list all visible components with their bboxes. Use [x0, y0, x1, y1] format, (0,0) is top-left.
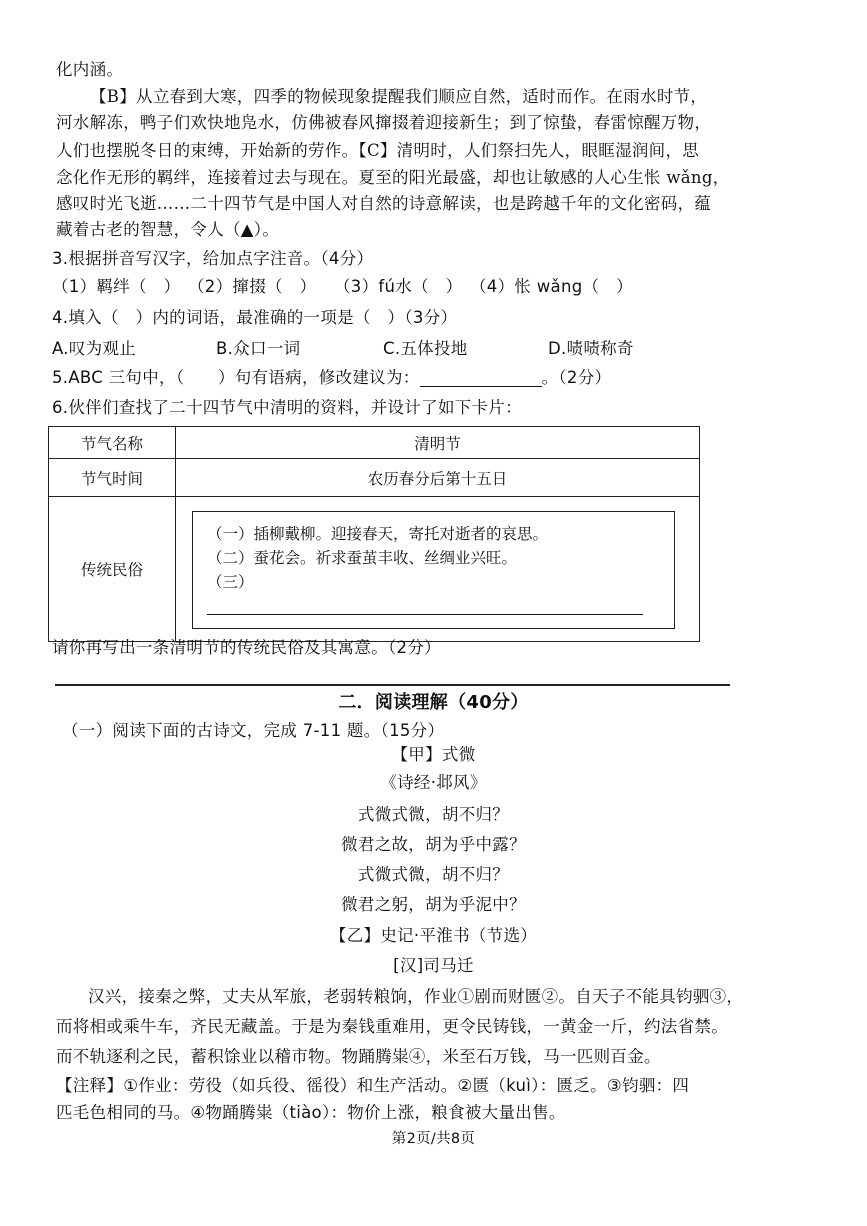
question-5-score: 。（2分） [541, 368, 612, 387]
poem-line: 式微式微，胡不归？ [357, 865, 510, 884]
solar-term-card [48, 426, 700, 642]
option-a: A.叹为观止 [52, 339, 137, 358]
question-5-stem [52, 367, 611, 389]
answer-blank[interactable] [420, 370, 542, 387]
custom-item: （二）蚕花会。祈求蚕茧丰收、丝绸业兴旺。 [207, 549, 518, 567]
page-number: 第2页/共8页 [391, 1131, 476, 1147]
notes-line: 匹毛色相同的马。④物踊腾粜（tiào）：物价上涨，粮食被大量出售。 [56, 1103, 566, 1122]
custom-item-label: （三） [207, 573, 254, 591]
question-6-followup: 请你再写出一条清明节的传统民俗及其寓意。（2分） [52, 638, 441, 657]
passage-line: 念化作无形的羁绊，连接着过去与现在。夏至的阳光最盛，却也让敏感的人心生怅 wǎng， [56, 168, 730, 187]
poem-line: 微君之躬，胡为乎泥中？ [341, 895, 526, 914]
card-key: 节气名称 [49, 427, 176, 459]
passage-line: 河水解冻，鸭子们欢快地凫水，仿佛被春风撺掇着迎接新生；到了惊蛰，春雷惊醒万物， [56, 113, 712, 132]
question-3-item-4: （4）怅 wǎng（ ） [470, 277, 633, 296]
poem-source: 《诗经·邶风》 [380, 773, 487, 792]
poem-line: 式微式微，胡不归？ [357, 805, 510, 824]
question-3-item-3: （3）fú水（ ） [334, 277, 463, 296]
option-b: B.众口一词 [216, 339, 301, 358]
answer-blank[interactable] [207, 598, 643, 615]
prose-author: [汉]司马迁 [393, 956, 474, 975]
notes-line: 【注释】①作业：劳役（如兵役、徭役）和生产活动。②匮（kuì）：匮乏。③钧驷：四 [56, 1076, 690, 1095]
option-c: C.五体投地 [383, 339, 468, 358]
poem-title: 【甲】式微 [391, 745, 476, 764]
section-heading: 二．阅读理解（40分） [338, 692, 529, 713]
passage-line: 感叹时光飞逝……二十四节气是中国人对自然的诗意解读，也是跨越千年的文化密码，蕴 [56, 194, 712, 213]
section-divider [55, 684, 730, 686]
custom-item: （一）插柳戴柳。迎接春天，寄托对逝者的哀思。 [207, 525, 549, 543]
passage-line: 化内涵。 [56, 60, 124, 79]
card-key: 节气时间 [49, 459, 176, 497]
prose-line: 而将相或乘牛车，齐民无藏盖。于是为秦钱重难用，更令民铸钱，一黄金一斤，约法省禁。 [56, 1017, 728, 1036]
question-6-stem: 6.伙伴们查找了二十四节气中清明的资料，并设计了如下卡片： [52, 398, 522, 417]
prose-line: 汉兴，接秦之弊，丈夫从军旅，老弱转粮饷，作业①剧而财匮②。自天子不能具钧驷③， [88, 987, 744, 1006]
option-d: D.啧啧称奇 [548, 339, 634, 358]
question-3-item-2: （2）撺掇（ ） [188, 277, 317, 296]
passage-line: 【B】从立春到大寒，四季的物候现象提醒我们顺应自然，适时而作。在雨水时节， [90, 87, 708, 106]
passage-line: 人们也摆脱冬日的束缚，开始新的劳作。【C】清明时，人们祭扫先人，眼眶湿润间，思 [56, 141, 700, 160]
customs-cell [176, 497, 700, 642]
card-value: 农历春分后第十五日 [176, 459, 700, 497]
section-intro: （一）阅读下面的古诗文，完成 7-11 题。（15分） [62, 721, 445, 740]
question-3-item-1: （1）羁绊（ ） [52, 277, 181, 296]
custom-item-blank [207, 570, 660, 618]
customs-box [192, 511, 675, 629]
prose-title: 【乙】史记·平淮书（节选） [329, 926, 538, 945]
prose-line: 而不轨逐利之民，蓄积馀业以稽市物。物踊腾粜④，米至石万钱，马一匹则百金。 [56, 1047, 661, 1066]
question-4-stem: 4.填入（ ）内的词语，最准确的一项是（ ）（3分） [52, 308, 458, 327]
question-5-text: 5.ABC 三句中，（ ）句有语病，修改建议为： [52, 368, 420, 387]
poem-line: 微君之故，胡为乎中露？ [341, 835, 526, 854]
question-3-stem: 3.根据拼音写汉字，给加点字注音。（4分） [52, 249, 374, 268]
card-key: 传统民俗 [49, 497, 176, 642]
passage-line: 藏着古老的智慧，令人（▲）。 [56, 220, 280, 239]
card-value: 清明节 [176, 427, 700, 459]
